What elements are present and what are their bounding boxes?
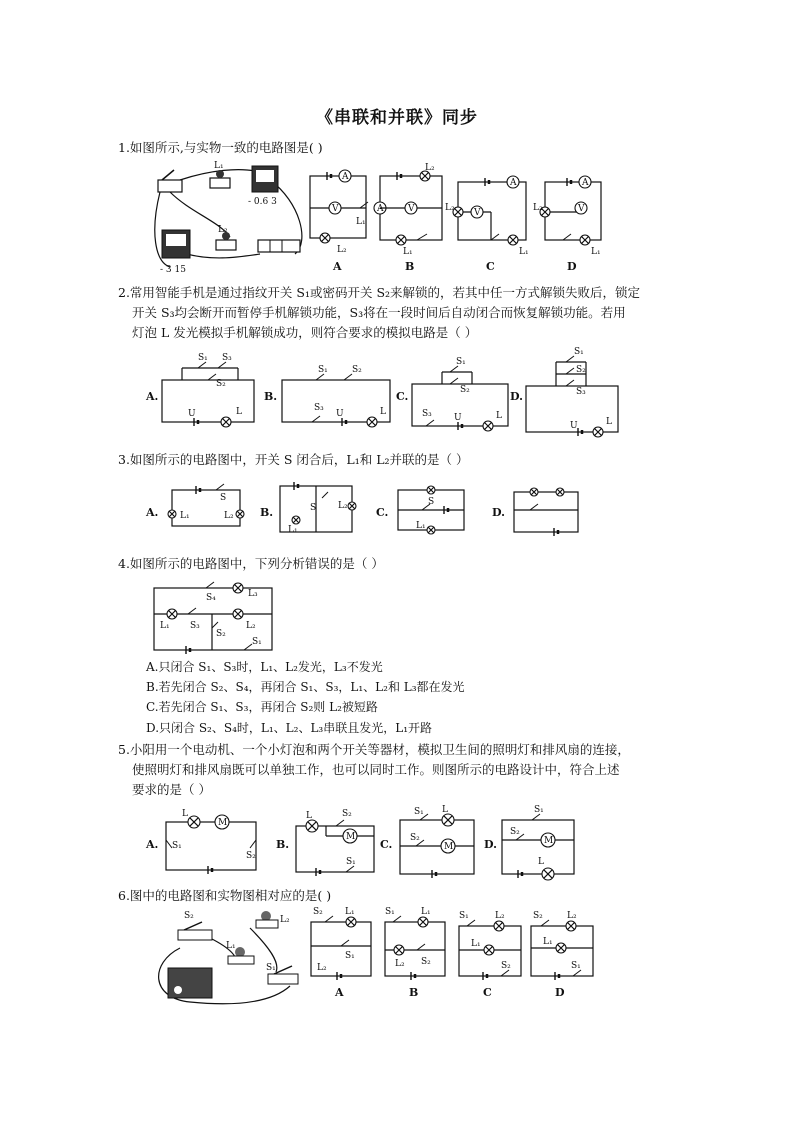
- svg-text:L₂: L₂: [338, 501, 348, 511]
- q2-circuit-c: [396, 357, 508, 431]
- svg-text:U: U: [188, 409, 196, 419]
- q1-circuit-d: [533, 176, 601, 273]
- svg-text:S₂: S₂: [313, 907, 323, 917]
- q4-choice-b: B.若先闭合 S₂、S₄，再闭合 S₁、S₃，L₁、L₂和 L₃都在发光: [146, 680, 465, 694]
- q4-choice-d: D.只闭合 S₂、S₄时，L₁、L₂、L₃串联且发光，L₁开路: [146, 721, 433, 735]
- q1-label-voltmeter-range: - 3 15: [160, 265, 186, 275]
- q6-circuit-b: [385, 907, 445, 999]
- q6-physical-diagram: [150, 908, 310, 1006]
- q6-circuit-d: [531, 911, 593, 999]
- svg-text:L₂: L₂: [425, 163, 435, 173]
- svg-text:S₁: S₁: [385, 907, 395, 917]
- svg-text:V: V: [332, 204, 339, 214]
- svg-text:L₁: L₁: [226, 941, 236, 951]
- svg-text:B: B: [409, 986, 419, 999]
- question-5-line-3: 要求的是（ ）: [132, 782, 211, 797]
- svg-text:L₁: L₁: [288, 525, 298, 535]
- q2-circuit-d: [510, 347, 618, 437]
- svg-text:S₂: S₂: [533, 911, 543, 921]
- svg-text:S₂: S₂: [576, 365, 586, 375]
- q1-option-a-label: A: [333, 260, 342, 273]
- q1-label-l1: L₁: [214, 161, 224, 171]
- svg-text:D: D: [555, 986, 565, 999]
- svg-text:S₃: S₃: [576, 387, 586, 397]
- svg-text:M: M: [346, 832, 356, 842]
- svg-text:L₁: L₁: [345, 907, 355, 917]
- svg-text:M: M: [444, 842, 454, 852]
- svg-text:L₁: L₁: [356, 217, 366, 227]
- question-2: [118, 283, 708, 343]
- svg-text:D.: D.: [484, 838, 497, 851]
- svg-text:S₃: S₃: [422, 409, 432, 419]
- q5-circuit-a: [145, 809, 256, 874]
- svg-text:D.: D.: [492, 506, 505, 519]
- svg-text:L₃: L₃: [248, 589, 258, 599]
- q6-switch-s2-device: [178, 930, 212, 940]
- q4-choice-a: A.只闭合 S₁、S₃时，L₁、L₂发光，L₃不发光: [146, 660, 383, 674]
- svg-text:S₂: S₂: [342, 809, 352, 819]
- svg-text:S₁: S₁: [534, 805, 544, 815]
- svg-text:B.: B.: [276, 838, 290, 851]
- svg-text:S: S: [310, 503, 317, 513]
- q1-circuit-a: [310, 170, 368, 273]
- q1-option-d-label: D: [567, 260, 577, 273]
- q3-circuit-d: [492, 488, 578, 536]
- q5-option-circuits: [146, 806, 586, 882]
- svg-text:L: L: [606, 417, 612, 427]
- svg-text:L₂: L₂: [533, 203, 543, 213]
- svg-text:L: L: [538, 857, 544, 867]
- q6-power-supply-device: [168, 968, 212, 998]
- svg-text:S₁: S₁: [345, 951, 355, 961]
- q2-circuit-a: [145, 353, 254, 427]
- svg-text:U: U: [454, 413, 462, 423]
- q1-option-c-label: C: [486, 260, 495, 273]
- svg-text:B.: B.: [260, 506, 274, 519]
- q4-circuit: [150, 578, 280, 656]
- q6-circuit-a: [311, 907, 371, 999]
- svg-text:L₂: L₂: [337, 245, 347, 255]
- q5-circuit-c: [380, 805, 474, 878]
- svg-text:V: V: [578, 204, 585, 214]
- svg-text:L₁: L₁: [416, 521, 426, 531]
- svg-text:S₂: S₂: [460, 385, 470, 395]
- svg-text:L₂: L₂: [246, 621, 256, 631]
- svg-text:S₁: S₁: [266, 963, 276, 973]
- svg-text:L₂: L₂: [495, 911, 505, 921]
- svg-text:L: L: [182, 809, 188, 819]
- question-5-line-2: 使照明灯和排风扇既可以单独工作，也可以同时工作。则图所示的电路设计中，符合上述: [132, 762, 620, 777]
- svg-text:S₁: S₁: [172, 841, 182, 851]
- q5-circuit-b: [276, 809, 374, 876]
- svg-text:L₂: L₂: [567, 911, 577, 921]
- svg-text:L: L: [236, 407, 242, 417]
- q1-physical-diagram: [150, 162, 310, 274]
- svg-text:U: U: [570, 421, 578, 431]
- svg-text:S₂: S₂: [421, 957, 431, 967]
- svg-text:S₃: S₃: [314, 403, 324, 413]
- q1-label-l2: L₂: [218, 225, 228, 235]
- svg-text:A: A: [335, 986, 344, 999]
- svg-text:V: V: [408, 204, 415, 214]
- q1-lamp-l2-device: [216, 240, 236, 250]
- svg-text:L₁: L₁: [160, 621, 170, 631]
- svg-text:S₂: S₂: [510, 827, 520, 837]
- question-2-line-3: 灯泡 L 发光模拟手机解锁成功，则符合要求的模拟电路是（ ）: [132, 325, 478, 340]
- question-2-line-1: 2.常用智能手机是通过指纹开关 S₁或密码开关 S₂来解锁的，若其中任一方式解锁失败后，锁定: [118, 285, 641, 300]
- svg-text:S₂: S₂: [501, 961, 511, 971]
- svg-text:M: M: [218, 818, 228, 828]
- svg-text:L₂: L₂: [224, 511, 234, 521]
- question-4-text: 4.如图所示的电路图中，下列分析错误的是（ ）: [118, 556, 384, 571]
- q3-option-circuits: [146, 480, 616, 540]
- svg-text:S₁: S₁: [252, 637, 262, 647]
- svg-text:L₁: L₁: [543, 937, 553, 947]
- svg-text:S₂: S₂: [246, 851, 256, 861]
- svg-text:S: S: [428, 497, 435, 507]
- svg-text:S₁: S₁: [318, 365, 328, 375]
- svg-text:L₁: L₁: [519, 247, 529, 257]
- svg-text:L: L: [306, 811, 312, 821]
- svg-text:S₁: S₁: [574, 347, 584, 357]
- q1-circuit-b: [374, 163, 442, 273]
- svg-text:S₂: S₂: [410, 833, 420, 843]
- q6-lamp-l1-device: [228, 956, 254, 964]
- svg-text:C.: C.: [380, 838, 393, 851]
- svg-text:L₂: L₂: [280, 915, 290, 925]
- svg-text:V: V: [474, 208, 481, 218]
- question-3: [118, 450, 708, 470]
- svg-text:C.: C.: [396, 390, 409, 403]
- svg-text:C.: C.: [376, 506, 389, 519]
- svg-text:A: A: [510, 178, 517, 188]
- svg-text:C: C: [483, 986, 492, 999]
- question-6-text: 6.图中的电路图和实物图相对应的是( ): [118, 888, 332, 903]
- q3-circuit-b: [260, 482, 356, 535]
- q5-circuit-d: [484, 805, 574, 880]
- svg-text:L₁: L₁: [403, 247, 413, 257]
- question-6: [118, 886, 708, 906]
- svg-text:S₁: S₁: [459, 911, 469, 921]
- svg-text:L: L: [380, 407, 386, 417]
- svg-text:A.: A.: [146, 838, 159, 851]
- svg-text:S₂: S₂: [216, 379, 226, 389]
- q1-switch-device: [158, 180, 182, 192]
- svg-text:S₃: S₃: [190, 621, 200, 631]
- question-2-line-2: 开关 S₃均会断开而暂停手机解锁功能，S₃将在一段时间后自动闭合而恢复解锁功能。若用: [132, 305, 626, 320]
- question-1: [118, 138, 708, 158]
- svg-text:S₁: S₁: [456, 357, 466, 367]
- q3-circuit-a: [145, 484, 244, 526]
- svg-text:L: L: [496, 411, 502, 421]
- svg-text:S₂: S₂: [184, 911, 194, 921]
- q1-option-circuits: [305, 163, 615, 280]
- svg-text:S₂: S₂: [352, 365, 362, 375]
- question-1-text: 1.如图所示,与实物一致的电路图是( ): [118, 140, 323, 155]
- svg-text:S₁: S₁: [414, 807, 424, 817]
- question-3-text: 3.如图所示的电路图中，开关 S 闭合后，L₁和 L₂并联的是（ ）: [118, 452, 469, 467]
- q4-choice-c: C.若先闭合 S₁、S₃，再闭合 S₂则 L₂被短路: [146, 700, 378, 714]
- svg-text:L₁: L₁: [421, 907, 431, 917]
- q6-circuit-c: [459, 911, 521, 999]
- q1-option-b-label: B: [405, 260, 415, 273]
- svg-text:A: A: [582, 178, 589, 188]
- svg-text:U: U: [336, 409, 344, 419]
- svg-text:A: A: [342, 172, 349, 182]
- q1-label-ammeter-range: - 0.6 3: [248, 197, 277, 207]
- svg-text:S₄: S₄: [206, 593, 216, 603]
- svg-text:S₁: S₁: [198, 353, 208, 363]
- svg-text:L₁: L₁: [471, 939, 481, 949]
- svg-text:S₁: S₁: [571, 961, 581, 971]
- svg-text:S₃: S₃: [222, 353, 232, 363]
- svg-text:L₁: L₁: [591, 247, 601, 257]
- svg-text:L₂: L₂: [317, 963, 327, 973]
- svg-text:A: A: [377, 204, 384, 214]
- svg-text:L₂: L₂: [445, 203, 455, 213]
- svg-text:A.: A.: [146, 506, 159, 519]
- svg-text:A.: A.: [146, 390, 159, 403]
- svg-text:S₂: S₂: [216, 629, 226, 639]
- q6-lamp-l2-device: [256, 920, 278, 928]
- svg-text:L: L: [442, 805, 448, 815]
- svg-text:M: M: [544, 836, 554, 846]
- question-5-line-1: 5.小阳用一个电动机、一个小灯泡和两个开关等器材，模拟卫生间的照明灯和排风扇的连接，: [118, 742, 630, 757]
- q1-circuit-c: [445, 176, 529, 273]
- q2-option-circuits: [146, 347, 626, 440]
- q6-option-circuits: [305, 907, 605, 1002]
- q1-lamp-l1-device: [210, 178, 230, 188]
- q3-circuit-c: [376, 486, 464, 534]
- svg-text:L₁: L₁: [180, 511, 190, 521]
- question-4: [118, 554, 708, 574]
- page-title: 《串联和并联》同步: [316, 108, 478, 128]
- q2-circuit-b: [264, 365, 390, 427]
- svg-text:L₂: L₂: [395, 959, 405, 969]
- question-5: [118, 740, 708, 800]
- q6-switch-s1-device: [268, 974, 298, 984]
- svg-text:D.: D.: [510, 390, 523, 403]
- svg-text:S₁: S₁: [346, 857, 356, 867]
- q1-battery-device: [258, 240, 300, 252]
- svg-text:S: S: [220, 493, 227, 503]
- svg-text:B.: B.: [264, 390, 278, 403]
